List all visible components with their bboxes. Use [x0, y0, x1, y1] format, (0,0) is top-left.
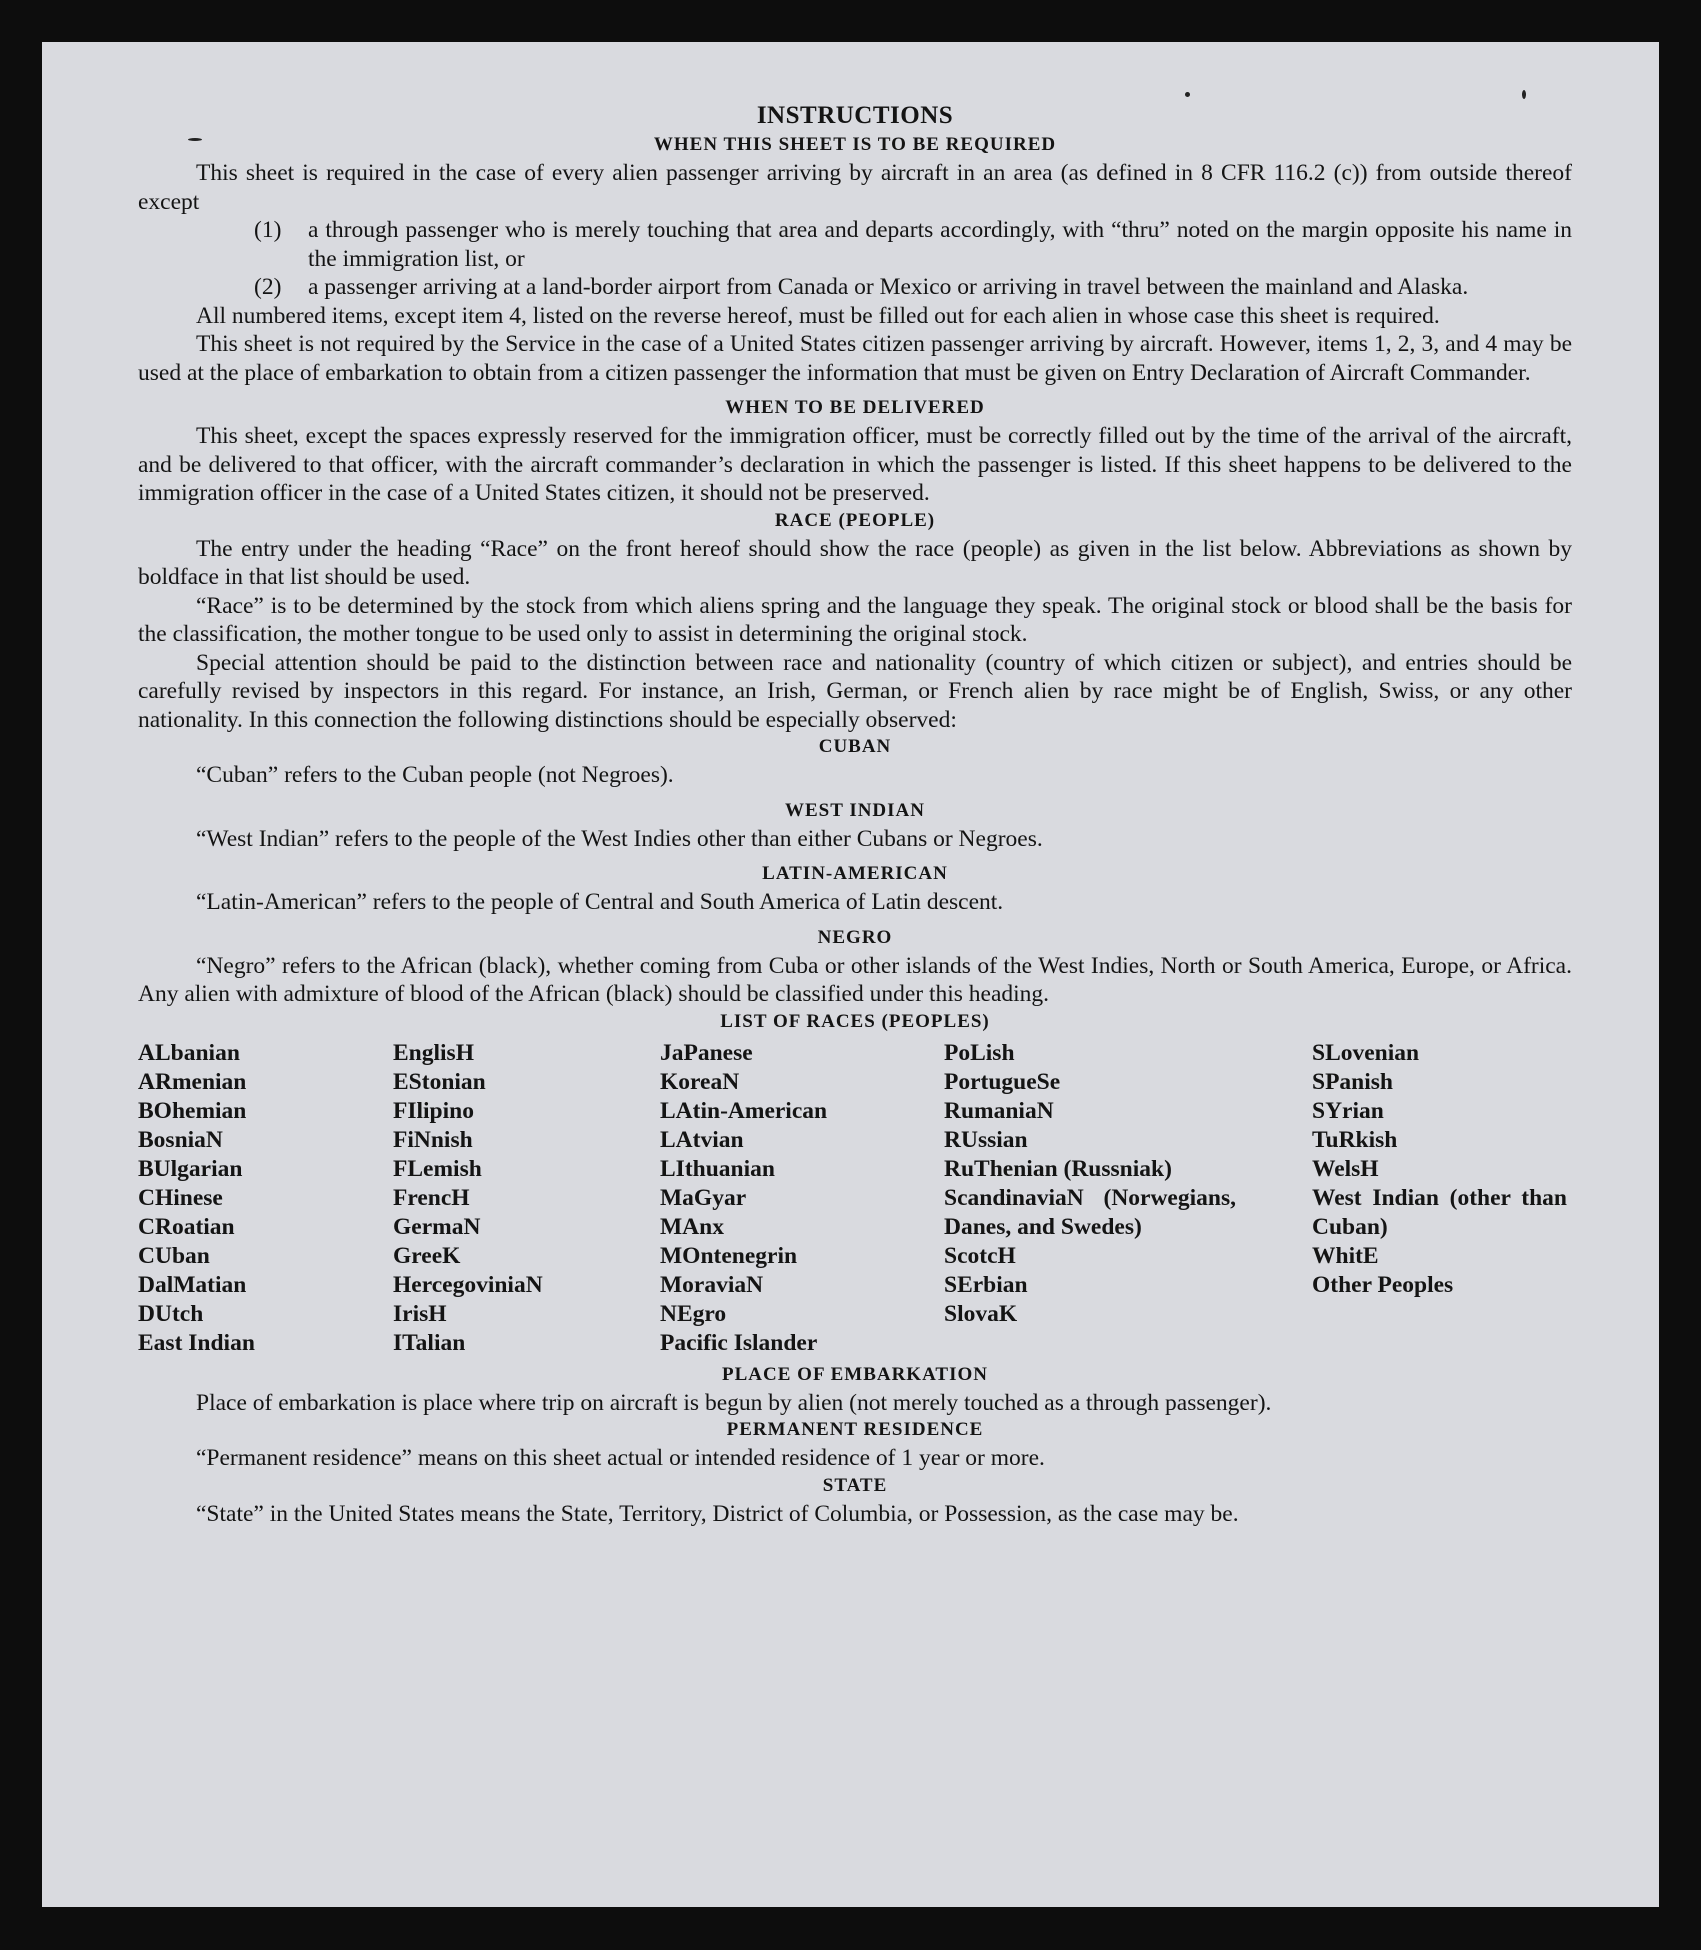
heading-when-delivered: WHEN TO BE DELIVERED: [725, 397, 985, 418]
item-text: a through passenger who is merely touching that area and departs accordingly, with “thru” noted on the margin opposite his name in the immigration list, or: [308, 217, 1572, 272]
race-entry: BosniaN: [138, 1126, 223, 1153]
race-entry: FIlipino: [393, 1097, 474, 1124]
race-entry: MaGyar: [660, 1184, 747, 1211]
paragraph: All numbered items, except item 4, listed on the reverse hereof, must be filled out for each alien in whose case this sheet is required.: [196, 302, 1440, 329]
heading-when-required: WHEN THIS SHEET IS TO BE REQUIRED: [653, 134, 1057, 155]
race-entry: CHinese: [138, 1184, 223, 1211]
race-entry: GreeK: [393, 1242, 461, 1269]
races-column-4: [944, 1039, 1312, 1358]
race-entry: ALbanian: [138, 1039, 240, 1066]
race-entry: BUlgarian: [138, 1155, 243, 1182]
race-entry: MOntenegrin: [660, 1242, 798, 1269]
paragraph: Place of embarkation is place where trip on aircraft is begun by alien (not merely touched as a through passenger).: [196, 1389, 1272, 1416]
race-entry: DUtch: [138, 1300, 204, 1327]
paragraph: The entry under the heading “Race” on the front hereof should show the race (people) as given in the list below. Abbreviations as shown by boldface in that list should be used.: [138, 535, 1572, 590]
race-entry: KoreaN: [660, 1068, 740, 1095]
race-entry: SYrian: [1312, 1097, 1384, 1124]
race-entry: LAtin-American: [660, 1097, 828, 1124]
paragraph: “West Indian” refers to the people of the West Indies other than either Cubans or Negroes.: [196, 825, 1043, 852]
race-entry: SErbian: [944, 1271, 1028, 1298]
race-entry: TuRkish: [1312, 1126, 1398, 1153]
paragraph: Special attention should be paid to the distinction between race and nationality (country of which citizen or subject), and entries should be carefully revised by inspectors in this regard. For instance, an Irish, German, or French alien by race might be of English, Swiss, or any other nationality. In this connection the following distinctions should be especially observed:: [138, 649, 1572, 733]
race-entry: EnglisH: [393, 1039, 474, 1066]
race-entry: MAnx: [660, 1213, 724, 1240]
race-entry: ITalian: [393, 1329, 466, 1356]
race-entry: NEgro: [660, 1300, 727, 1327]
heading-list-of-races: LIST OF RACES (PEOPLES): [720, 1010, 990, 1032]
race-entry: GermaN: [393, 1213, 481, 1240]
race-entry: LAtvian: [660, 1126, 744, 1153]
race-entry: Pacific Islander: [660, 1329, 818, 1356]
paragraph: This sheet is required in the case of every alien passenger arriving by aircraft in an area (as defined in 8 CFR 116.2 (c)) from outside thereof except: [138, 160, 1572, 215]
races-column-2: [393, 1039, 660, 1358]
list-item: [254, 216, 1572, 273]
item-text: a passenger arriving at a land-border airport from Canada or Mexico or arriving in travel between the mainland and Alaska.: [308, 274, 1469, 300]
race-entry: SLovenian: [1312, 1039, 1420, 1066]
heading-cuban: CUBAN: [818, 736, 892, 757]
race-entry: CRoatian: [138, 1213, 235, 1240]
race-entry: East Indian: [138, 1329, 255, 1356]
race-entry: ARmenian: [138, 1068, 247, 1095]
races-column-5: [1312, 1039, 1572, 1358]
item-number: (2): [254, 274, 282, 300]
paragraph: “Latin-American” refers to the people of Central and South America of Latin descent.: [196, 889, 1004, 915]
paragraph: “Negro” refers to the African (black), whether coming from Cuba or other islands of the West Indies, North or South America, Europe, or Africa. Any alien with admixture of blood of the African (black) should be classified under this heading.: [138, 952, 1572, 1007]
speck-mark: [1185, 92, 1190, 97]
races-list: [138, 1039, 1572, 1358]
paragraph: “Permanent residence” means on this sheet actual or intended residence of 1 year or more.: [196, 1445, 1045, 1471]
list-item: [254, 273, 1572, 302]
document-page: [42, 42, 1659, 1907]
race-entry: EStonian: [393, 1068, 486, 1095]
heading-state: STATE: [822, 1474, 888, 1496]
race-entry: WhitE: [1312, 1242, 1379, 1269]
race-entry: Other Peoples: [1312, 1271, 1454, 1298]
race-entry: DalMatian: [138, 1271, 247, 1298]
paragraph: “State” in the United States means the State, Territory, District of Columbia, or Possession, as the case may be.: [196, 1500, 1239, 1527]
instructions-content: [138, 102, 1572, 1528]
race-entry: WelsH: [1312, 1155, 1379, 1182]
race-entry: PortugueSe: [944, 1068, 1061, 1095]
heading-negro: NEGRO: [817, 926, 893, 948]
races-column-1: [138, 1039, 393, 1358]
race-entry: CUban: [138, 1242, 210, 1269]
race-entry: BOhemian: [138, 1097, 247, 1124]
races-column-3: [660, 1039, 944, 1358]
paragraph: “Cuban” refers to the Cuban people (not Negroes).: [196, 762, 674, 788]
race-entry: RUssian: [944, 1126, 1028, 1153]
race-entry: FLemish: [393, 1155, 482, 1182]
race-entry: SPanish: [1312, 1068, 1393, 1095]
paragraph: “Race” is to be determined by the stock from which aliens spring and the language they speak. The original stock or blood shall be the basis for the classification, the mother tongue to be used only to assist in determining the original stock.: [138, 592, 1572, 647]
heading-west-indian: WEST INDIAN: [785, 799, 925, 821]
page-title: INSTRUCTIONS: [756, 102, 954, 129]
heading-permanent-residence: PERMANENT RESIDENCE: [726, 1419, 984, 1440]
race-entry: MoraviaN: [660, 1271, 764, 1298]
race-entry: IrisH: [393, 1300, 447, 1327]
race-entry: HercegoviniaN: [393, 1271, 543, 1298]
race-entry: SlovaK: [944, 1300, 1018, 1327]
race-entry: ScandinaviaN (Norwegians, Danes, and Swedes): [944, 1184, 1236, 1240]
race-entry: West Indian (other than Cuban): [1312, 1184, 1567, 1240]
heading-latin-american: LATIN-AMERICAN: [762, 863, 948, 884]
race-entry: JaPanese: [660, 1039, 753, 1066]
paragraph: This sheet is not required by the Service in the case of a United States citizen passenger arriving by aircraft. However, items 1, 2, 3, and 4 may be used at the place of embarkation to obtain from a citizen passenger the information that must be given on Entry Declaration of Aircraft Commander.: [138, 331, 1572, 386]
race-entry: FiNnish: [393, 1126, 473, 1153]
race-entry: RumaniaN: [944, 1097, 1054, 1124]
race-entry: ScotcH: [944, 1242, 1016, 1269]
paragraph: This sheet, except the spaces expressly reserved for the immigration officer, must be correctly filled out by the time of the arrival of the aircraft, and be delivered to that officer, with the aircraft commander’s declaration in which the passenger is listed. If this sheet happens to be delivered to the immigration officer in the case of a United States citizen, it should not be preserved.: [138, 423, 1572, 506]
race-entry: RuThenian (Russniak): [944, 1155, 1172, 1182]
item-number: (1): [254, 217, 282, 243]
race-entry: PoLish: [944, 1039, 1015, 1066]
heading-race: RACE (PEOPLE): [774, 509, 936, 531]
speck-mark: [1522, 90, 1526, 99]
race-entry: FrencH: [393, 1184, 470, 1211]
heading-place-of-embarkation: PLACE OF EMBARKATION: [722, 1363, 988, 1385]
race-entry: LIthuanian: [660, 1155, 775, 1182]
